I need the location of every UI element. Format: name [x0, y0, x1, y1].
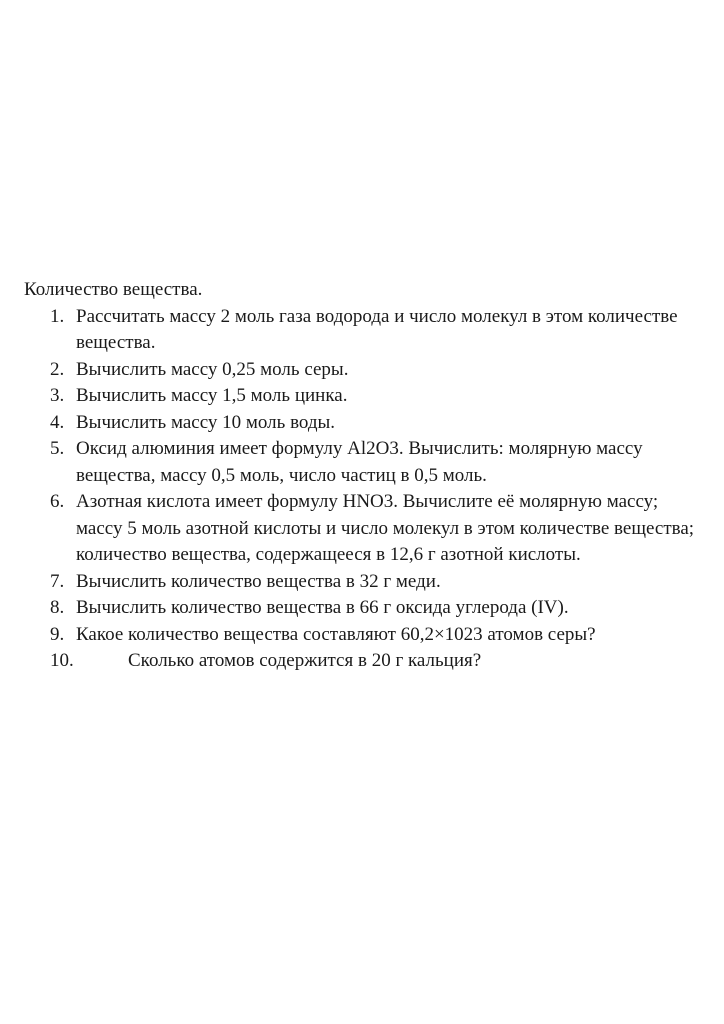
task-item-7	[24, 569, 704, 596]
task-item-6	[24, 489, 704, 569]
document-heading: Количество вещества.	[24, 279, 203, 300]
task-item-9	[24, 622, 704, 649]
task-item-10	[24, 648, 704, 675]
task-item-1	[24, 304, 704, 357]
task-item-5	[24, 436, 704, 489]
task-number: 9.	[50, 623, 65, 645]
task-number: 10.	[50, 650, 74, 671]
task-text: Вычислить массу 10 моль воды.	[76, 411, 336, 433]
task-number: 4.	[50, 411, 65, 433]
task-item-4	[24, 410, 704, 437]
task-list	[24, 304, 704, 675]
task-number: 6.	[50, 491, 65, 512]
task-text: Вычислить количество вещества в 32 г меди.	[76, 570, 441, 592]
task-text: Какое количество вещества составляют 60,2×1023 атомов серы?	[76, 623, 596, 645]
task-text: Вычислить массу 1,5 моль цинка.	[76, 385, 348, 406]
task-item-8	[24, 595, 704, 622]
task-number: 5.	[50, 438, 65, 459]
task-number: 3.	[50, 385, 65, 406]
task-text: Вычислить массу 0,25 моль серы.	[76, 358, 349, 380]
task-text: Вычислить количество вещества в 66 г оксида углерода (IV).	[76, 597, 569, 618]
task-item-2	[24, 357, 704, 384]
task-number: 2.	[50, 358, 65, 380]
task-text: Оксид алюминия имеет формулу Al2O3. Вычислить: молярную массу вещества, массу 0,5 моль, число частиц в 0,5 моль.	[76, 438, 643, 486]
task-text: Сколько атомов содержится в 20 г кальция?	[128, 650, 482, 671]
document-content	[24, 277, 704, 675]
task-text: Рассчитать массу 2 моль газа водорода и число молекул в этом количестве вещества.	[76, 305, 678, 353]
task-number: 7.	[50, 570, 65, 592]
task-number: 1.	[50, 305, 65, 327]
task-text: Азотная кислота имеет формулу HNO3. Вычислите её молярную массу; массу 5 моль азотной кислоты и число молекул в этом количестве вещества; количество вещества, содержащееся в 12,6 г азотной кислоты.	[76, 491, 695, 565]
task-number: 8.	[50, 597, 65, 618]
task-item-3	[24, 383, 704, 410]
